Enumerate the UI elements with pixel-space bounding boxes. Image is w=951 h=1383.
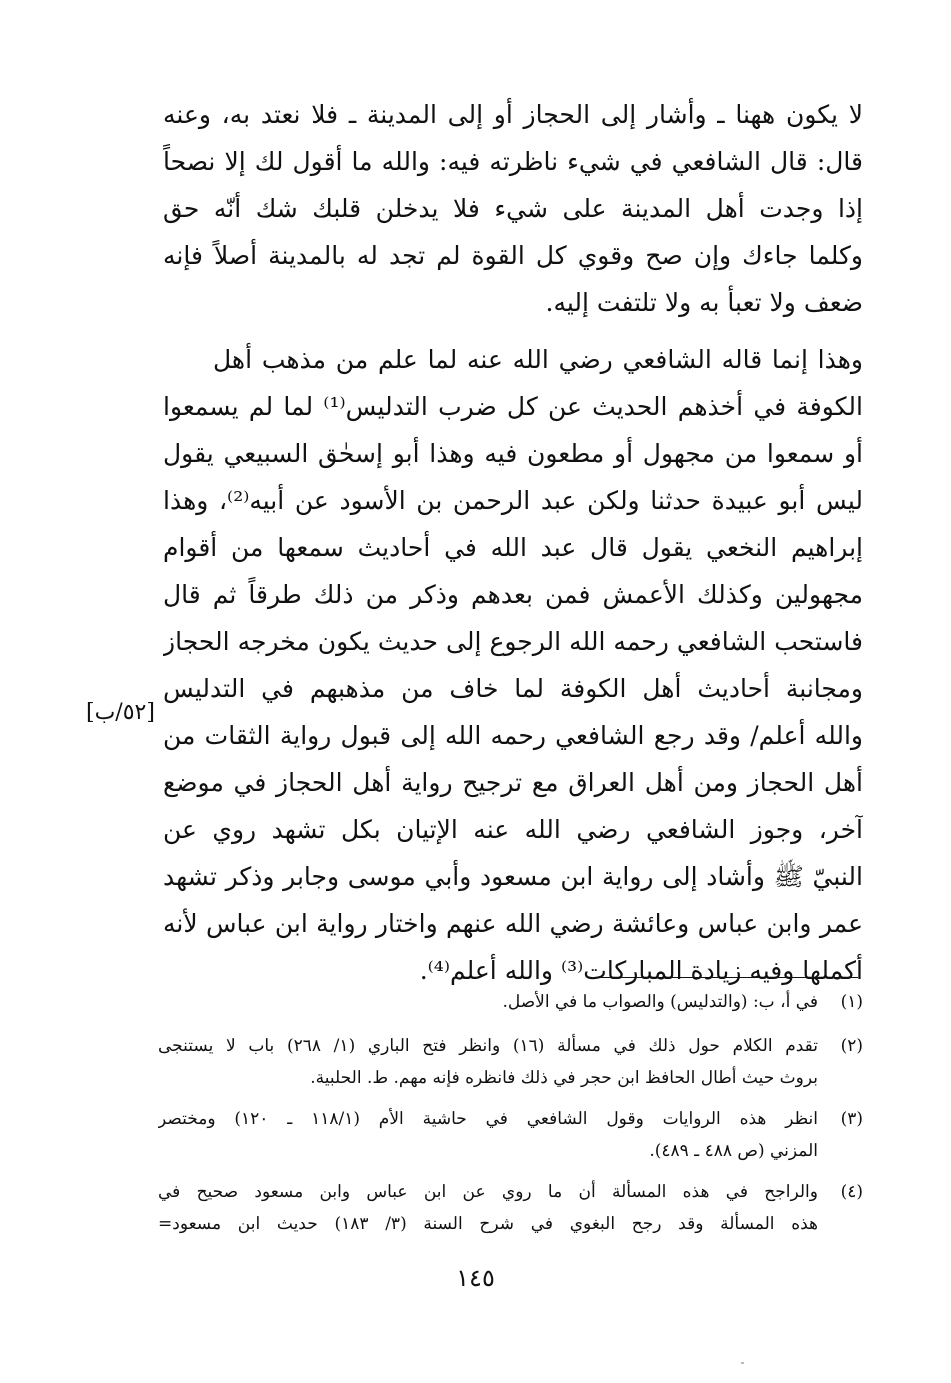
text-line: ضعف ولا تعبأ به ولا تلتفت إليه. bbox=[545, 288, 863, 317]
scan-speck bbox=[741, 1362, 744, 1364]
text-line: أكملها وفيه زيادة المباركات⁽³⁾ والله أعلم⁽⁴⁾. bbox=[419, 956, 863, 985]
footnote-line: بروث حيث أطال الحافظ ابن حجر في ذلك فانظره فإنه مهم. ط. الحلبية. bbox=[310, 1068, 818, 1088]
footnote-line: هذه المسألة وقد رجح البغوي في شرح السنة (٣/ ١٨٣) حديث ابن مسعود= bbox=[158, 1214, 818, 1234]
text-line: ومجانبة أحاديث أهل الكوفة لما خاف من مذهبهم في التدليس bbox=[163, 674, 863, 703]
page-number: ١٤٥ bbox=[456, 1264, 495, 1292]
text-line: وكلما جاءك وإن صح وقوي كل القوة لم تجد له بالمدينة أصلاً فإنه bbox=[163, 241, 863, 270]
text-line: الكوفة في أخذهم الحديث عن كل ضرب التدليس⁽¹⁾ لما لم يسمعوا bbox=[163, 392, 863, 421]
footnote-line: والراجح في هذه المسألة أن ما روي عن ابن عباس وابن مسعود صحيح في bbox=[158, 1182, 818, 1202]
text-line: وهذا إنما قاله الشافعي رضي الله عنه لما علم من مذهب أهل bbox=[213, 345, 863, 374]
footnote-number: (١) bbox=[840, 992, 863, 1012]
footnote-line: في أ، ب: (والتدليس) والصواب ما في الأصل. bbox=[502, 992, 818, 1012]
text-line: إبراهيم النخعي يقول قال عبد الله في أحاديث سمعها من أقوام bbox=[163, 533, 863, 562]
text-line: مجهولين وكذلك الأعمش فمن بعدهم وذكر من ذلك طرقاً ثم قال bbox=[163, 580, 863, 609]
text-line: آخر، وجوز الشافعي رضي الله عنه الإتيان بكل تشهد روي عن bbox=[163, 815, 863, 844]
text-line: قال: قال الشافعي في شيء ناظرته فيه: والله ما أقول لك إلا نصحاً bbox=[163, 147, 863, 176]
footnote-number: (٢) bbox=[840, 1036, 863, 1056]
text-line: فاستحب الشافعي رحمه الله الرجوع إلى حديث يكون مخرجه الحجاز bbox=[163, 627, 863, 656]
footnote-line: انظر هذه الروايات وقول الشافعي في حاشية الأم (١١٨/١ ـ ١٢٠) ومختصر bbox=[158, 1109, 818, 1129]
text-line: عمر وابن عباس وعائشة رضي الله عنهم واختار رواية ابن عباس لأنه bbox=[163, 909, 863, 938]
text-line: أو سمعوا من مجهول أو مطعون فيه وهذا أبو إسحٰق السبيعي يقول bbox=[163, 439, 863, 468]
text-line: النبيّ ﷺ وأشاد إلى رواية ابن مسعود وأبي موسى وجابر وذكر تشهد bbox=[163, 862, 863, 891]
footnote-divider bbox=[596, 977, 858, 978]
text-line: لا يكون ههنا ـ وأشار إلى الحجاز أو إلى المدينة ـ فلا نعتد به، وعنه bbox=[163, 100, 863, 129]
text-line: والله أعلم/ وقد رجع الشافعي رحمه الله إلى قبول رواية الثقات من bbox=[163, 721, 863, 750]
footnote-number: (٣) bbox=[840, 1109, 863, 1129]
footnote-line: تقدم الكلام حول ذلك في مسألة (١٦) وانظر فتح الباري (١/ ٢٦٨) باب لا يستنجى bbox=[158, 1036, 818, 1056]
footnote-number: (٤) bbox=[840, 1182, 863, 1202]
text-line: إذا وجدت أهل المدينة على شيء فلا يدخلن قلبك شك أنّه حق bbox=[163, 194, 863, 223]
text-line: ليس أبو عبيدة حدثنا ولكن عبد الرحمن بن الأسود عن أبيه⁽²⁾، وهذا bbox=[163, 486, 863, 515]
text-line: أهل الحجاز ومن أهل العراق مع ترجيح رواية أهل الحجاز في موضع bbox=[163, 768, 863, 797]
footnote-line: المزني (ص ٤٨٨ ـ ٤٨٩). bbox=[649, 1141, 818, 1161]
folio-margin-note: [٥٢/ب] bbox=[86, 700, 155, 725]
